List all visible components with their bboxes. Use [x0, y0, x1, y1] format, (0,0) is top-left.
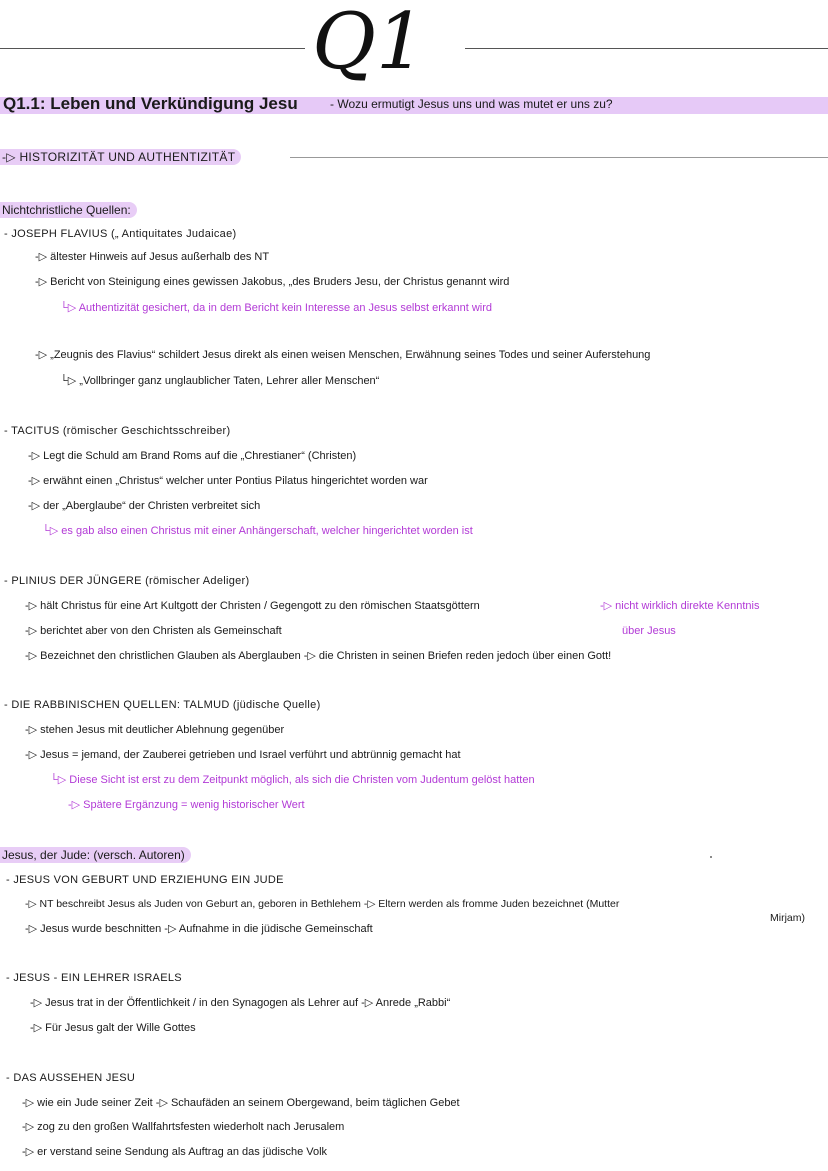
- note-item: └▷ Diese Sicht ist erst zu dem Zeitpunkt möglich, als sich die Christen vom Judentum gelöst hatten: [50, 774, 535, 786]
- list-item: -▷ wie ein Jude seiner Zeit -▷ Schaufäden an seinem Obergewand, beim täglichen Gebet: [22, 1097, 460, 1109]
- note-item: -▷ Spätere Ergänzung = wenig historischer Wert: [68, 799, 305, 811]
- list-item: -▷ hält Christus für eine Art Kultgott der Christen / Gegengott zu den römischen Staatsgöttern: [25, 600, 480, 612]
- topic-title: - JESUS VON GEBURT UND ERZIEHUNG EIN JUDE: [6, 874, 284, 886]
- header-rule-right: [465, 48, 828, 49]
- list-item: -▷ Legt die Schuld am Brand Roms auf die „Chrestianer“ (Christen): [28, 450, 357, 462]
- header-logo: Q1: [312, 0, 426, 87]
- list-item: -▷ er verstand seine Sendung als Auftrag an das jüdische Volk: [22, 1146, 328, 1158]
- list-item: -▷ NT beschreibt Jesus als Juden von Geburt an, geboren in Bethlehem -▷ Eltern werden als fromme Juden bezeichnet (Mutter: [25, 898, 620, 910]
- list-item: -▷ Bezeichnet den christlichen Glauben als Aberglauben -▷ die Christen in seinen Briefen reden jedoch über einen Gott!: [25, 650, 612, 662]
- subheading-label: Jesus, der Jude: (versch. Autoren): [0, 847, 191, 863]
- source-title: - DIE RABBINISCHEN QUELLEN: TALMUD (jüdische Quelle): [4, 699, 321, 711]
- list-item: -▷ „Zeugnis des Flavius“ schildert Jesus direkt als einen weisen Menschen, Erwähnung seines Todes und seiner Auferstehung: [35, 349, 651, 361]
- list-item: -▷ erwähnt einen „Christus“ welcher unter Pontius Pilatus hingerichtet worden war: [28, 475, 428, 487]
- list-item: -▷ Bericht von Steinigung eines gewissen Jakobus, „des Bruders Jesu, der Christus genannt wird: [35, 276, 510, 288]
- note-item: -▷ nicht wirklich direkte Kenntnis: [600, 600, 760, 612]
- section-heading: [0, 150, 241, 164]
- subheading-nonchristian: [0, 203, 137, 217]
- list-item: -▷ ältester Hinweis auf Jesus außerhalb des NT: [35, 251, 270, 263]
- header-rule-left: [0, 48, 305, 49]
- list-item-wrap: Mirjam): [770, 912, 805, 924]
- list-item: -▷ zog zu den großen Wallfahrtsfesten wiederholt nach Jerusalem: [22, 1121, 345, 1133]
- page-subtitle: - Wozu ermutigt Jesus uns und was mutet er uns zu?: [330, 97, 613, 111]
- topic-title: - DAS AUSSEHEN JESU: [6, 1072, 136, 1084]
- section-rule: [290, 157, 828, 158]
- page-title-band: [0, 94, 828, 114]
- source-title: - PLINIUS DER JÜNGERE (römischer Adeliger): [4, 575, 250, 587]
- list-item: -▷ Jesus trat in der Öffentlichkeit / in den Synagogen als Lehrer auf -▷ Anrede „Rabbi“: [30, 997, 451, 1009]
- list-item: -▷ Jesus = jemand, der Zauberei getrieben und Israel verführt und abtrünnig gemacht hat: [25, 749, 461, 761]
- section-heading-label: -▷ HISTORIZITÄT UND AUTHENTIZITÄT: [0, 149, 241, 165]
- list-item: -▷ Jesus wurde beschnitten -▷ Aufnahme in die jüdische Gemeinschaft: [25, 923, 373, 935]
- note-item: └▷ es gab also einen Christus mit einer Anhängerschaft, welcher hingerichtet worden ist: [42, 525, 473, 537]
- list-item: └▷ „Vollbringer ganz unglaublicher Taten, Lehrer aller Menschen“: [60, 375, 380, 387]
- stray-dot: [710, 856, 712, 858]
- source-title: - JOSEPH FLAVIUS („ Antiquitates Judaicae): [4, 228, 237, 240]
- list-item: -▷ Für Jesus galt der Wille Gottes: [30, 1022, 196, 1034]
- list-item: -▷ berichtet aber von den Christen als Gemeinschaft: [25, 625, 282, 637]
- page-title: Q1.1: Leben und Verkündigung Jesu: [3, 94, 298, 113]
- subheading-jude: [0, 848, 191, 862]
- note-item: └▷ Authentizität gesichert, da in dem Bericht kein Interesse an Jesus selbst erkannt wird: [60, 302, 493, 314]
- note-item: über Jesus: [622, 625, 676, 637]
- source-title: - TACITUS (römischer Geschichtsschreiber): [4, 425, 231, 437]
- subheading-label: Nichtchristliche Quellen:: [0, 202, 137, 218]
- list-item: -▷ stehen Jesus mit deutlicher Ablehnung gegenüber: [25, 724, 285, 736]
- topic-title: - JESUS - EIN LEHRER ISRAELS: [6, 972, 182, 984]
- list-item: -▷ der „Aberglaube“ der Christen verbreitet sich: [28, 500, 261, 512]
